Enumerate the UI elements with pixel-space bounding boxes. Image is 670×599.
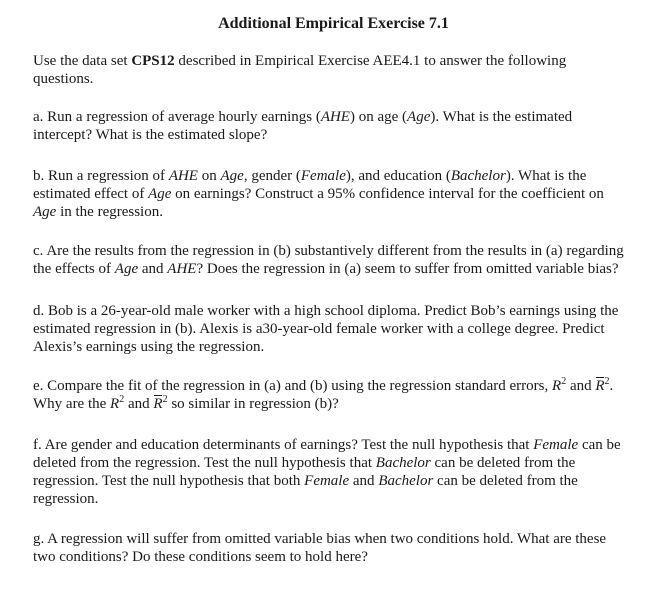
intro-text-1: Use the data set: [33, 53, 132, 69]
question-e-text-5: so similar in regression (b)?: [167, 396, 339, 412]
var-bachelor: Bachelor: [375, 455, 431, 471]
question-b-text-3: , gender (: [243, 168, 301, 184]
question-f-text-2: can be deleted from the regression. Test the null hypothesis that: [33, 437, 621, 471]
r-squared-exponent: 2: [119, 394, 125, 405]
question-f-text-1: f. Are gender and education determinants of earnings? Test the null hypothesis that: [33, 437, 534, 453]
question-b-text-7: in the regression.: [56, 204, 163, 220]
question-a-text-2: ) on age (: [349, 109, 408, 125]
var-female: Female: [533, 437, 579, 453]
question-c-text-3: ? Does the regression in (a) seem to suffer from omitted variable bias?: [196, 261, 619, 277]
page-title: Additional Empirical Exercise 7.1: [218, 15, 449, 32]
var-ahe: AHE: [167, 261, 197, 277]
adjusted-r-squared-exponent: 2: [604, 376, 610, 387]
intro-text-2: described in Empirical Exercise AEE4.1 to answer the following questions.: [33, 53, 567, 87]
question-b-text-2: on: [197, 168, 221, 184]
question-f-text-5: can be deleted from the regression.: [33, 473, 578, 507]
r-squared-symbol: R: [110, 396, 120, 412]
question-a-text-1: a. Run a regression of average hourly earnings (: [33, 109, 321, 125]
question-g: g. A regression will suffer from omitted variable bias when two conditions hold. What are these two conditions? Do these conditions seem to hold here?: [33, 531, 607, 565]
question-f: [33, 436, 630, 508]
var-age: Age: [220, 168, 244, 184]
var-ahe: AHE: [320, 109, 350, 125]
r-squared-symbol: R: [552, 378, 562, 394]
question-b-text-6: on earnings? Construct a 95% confidence interval for the coefficient on: [171, 186, 604, 202]
adjusted-r-squared-symbol: R: [595, 378, 605, 394]
var-age: Age: [33, 204, 57, 220]
intro-paragraph: [33, 52, 630, 88]
r-squared-exponent: 2: [561, 376, 567, 387]
question-b: [33, 167, 630, 221]
question-c: [33, 242, 630, 278]
var-age: Age: [114, 261, 139, 277]
question-b-text-5: ). What is the estimated effect of: [33, 168, 587, 202]
question-a-text-3: ). What is the estimated intercept? What is the estimated slope?: [33, 109, 573, 143]
var-ahe: AHE: [168, 168, 198, 184]
var-bachelor: Bachelor: [450, 168, 506, 184]
question-c-text-2: and: [138, 261, 168, 277]
question-e: [33, 377, 630, 413]
adjusted-r-squared-symbol: R: [153, 396, 163, 412]
question-e-text-2: and: [566, 378, 596, 394]
adjusted-r-squared-exponent: 2: [162, 394, 168, 405]
question-e-text-1: e. Compare the fit of the regression in (a) and (b) using the regression standard errors,: [33, 378, 553, 394]
question-b-text-1: b. Run a regression of: [33, 168, 169, 184]
question-e-text-4: and: [124, 396, 154, 412]
question-c-text-1: c. Are the results from the regression in (b) substantively different from the results in (a) regarding the effects of: [33, 243, 624, 277]
question-a: [33, 108, 630, 144]
question-b-text-4: ), and education (: [345, 168, 451, 184]
question-f-text-4: and: [349, 473, 379, 489]
var-female: Female: [300, 168, 346, 184]
dataset-name: CPS12: [131, 53, 175, 69]
var-bachelor: Bachelor: [378, 473, 434, 489]
question-d: d. Bob is a 26-year-old male worker with a high school diploma. Predict Bob’s earnings using the estimated regression in (b). Alexis is a30-year-old female worker with a college degree. Predict Alexis’s earnings using the regression.: [33, 303, 619, 355]
question-e-text-3: . Why are the: [33, 378, 614, 412]
question-f-text-3: can be deleted from the regression. Test the null hypothesis that both: [33, 455, 576, 489]
var-age: Age: [407, 109, 431, 125]
var-age: Age: [148, 186, 172, 202]
var-female: Female: [304, 473, 350, 489]
